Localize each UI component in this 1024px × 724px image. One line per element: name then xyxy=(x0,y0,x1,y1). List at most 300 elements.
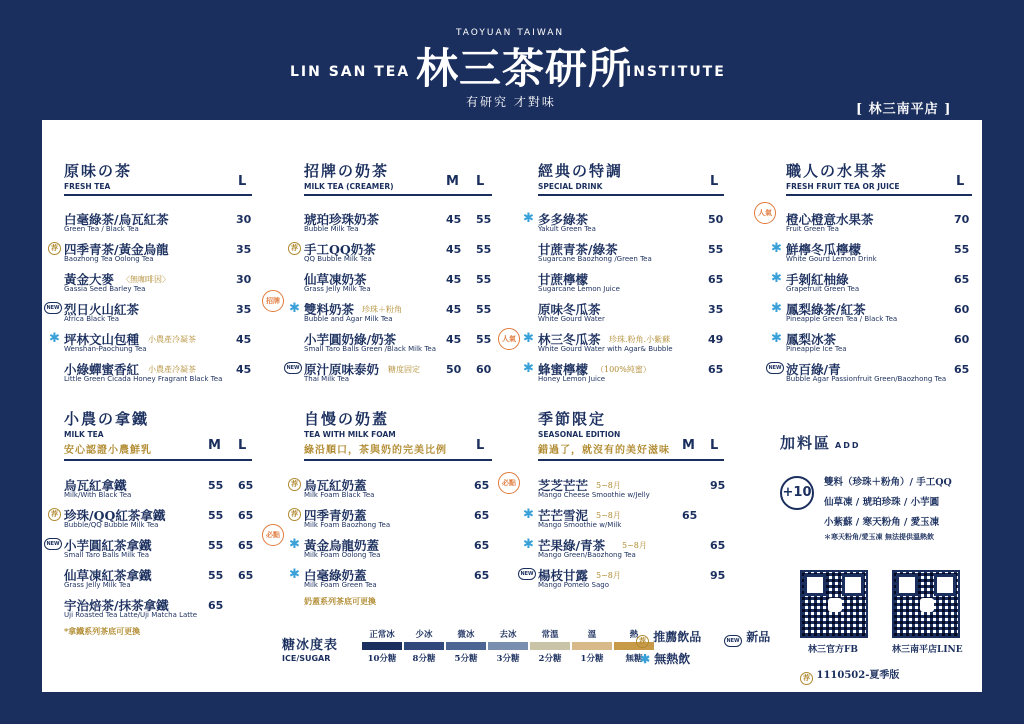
ice-sugar-chart xyxy=(282,628,662,676)
section-divider xyxy=(538,459,724,461)
snowflake-icon: ✱ xyxy=(289,537,300,552)
ice-level-label: 正常冰 xyxy=(369,630,395,640)
addon-note: ＊寒天粉角/愛玉凍 無法提供溫熱飲 xyxy=(824,532,934,541)
section-fresh xyxy=(64,160,252,196)
item-price: 45 xyxy=(446,333,462,346)
recommend-icon: 荐 xyxy=(48,508,61,521)
section-divider xyxy=(64,194,252,196)
item-name: 黃金烏龍奶蓋 xyxy=(304,538,380,553)
menu-item xyxy=(523,502,724,532)
item-price: 55 xyxy=(208,479,224,492)
snowflake-icon: ✱ xyxy=(771,331,782,346)
item-name-en: Pineapple Green Tea / Black Tea xyxy=(786,315,898,323)
section-divider xyxy=(786,194,972,196)
item-price: 65 xyxy=(238,479,254,492)
item-name-en: Sugarcane Lemon Juice xyxy=(538,285,620,293)
menu-item xyxy=(538,236,724,266)
item-name: 白毫綠奶蓋 xyxy=(304,568,367,583)
item-name-en: Honey Lemon Juice xyxy=(538,375,606,383)
recommend-icon: 荐 xyxy=(636,635,649,648)
snowflake-icon: ✱ xyxy=(523,537,534,552)
item-price: 45 xyxy=(446,243,462,256)
section-divider xyxy=(304,459,492,461)
snowflake-icon: ✱ xyxy=(771,301,782,316)
item-price: 50 xyxy=(708,213,724,226)
item-name: 原味冬瓜茶 xyxy=(538,302,601,317)
legend-rec-label: 推薦飲品 xyxy=(653,630,702,644)
menu-item xyxy=(289,296,492,326)
section-special xyxy=(538,160,724,196)
item-name-en: Gassia Seed Barley Tea xyxy=(64,285,146,293)
item-price: 35 xyxy=(236,303,252,316)
level-bar xyxy=(446,642,486,650)
item-price: 60 xyxy=(476,363,492,376)
section-note: 綠沿順口，茶與奶的完美比例 xyxy=(304,445,447,456)
item-price: 55 xyxy=(208,509,224,522)
section-fruit xyxy=(786,160,972,196)
branch-name: [ 林三南平店 ] xyxy=(856,102,952,117)
sugar-level-label: 無糖 xyxy=(625,654,643,664)
ice-level-label: 微冰 xyxy=(457,630,475,640)
level-bar xyxy=(404,642,444,650)
menu-item xyxy=(64,472,252,502)
item-name: 坪林文山包種 xyxy=(64,332,140,347)
section-subtitle: MILK TEA (CREAMER) xyxy=(304,182,394,191)
menu-item xyxy=(538,472,724,502)
item-price: 65 xyxy=(474,539,490,552)
item-name: 仙草凍紅茶拿鐵 xyxy=(64,568,152,583)
item-name-en: Little Green Cicada Honey Fragrant Black Tea xyxy=(64,375,223,383)
addon-line-2: 仙草凍 / 琥珀珍珠 / 小芋圓 xyxy=(824,497,940,508)
item-tag: 糖度固定 xyxy=(388,365,420,374)
item-name: 甘蔗青茶/綠茶 xyxy=(538,242,618,257)
ice-sugar-level xyxy=(446,628,486,664)
snowflake-icon: ✱ xyxy=(523,361,534,376)
item-name: 白毫綠茶/烏瓦紅茶 xyxy=(64,212,169,227)
addon-price: +10 xyxy=(780,476,814,510)
menu-item xyxy=(289,562,492,592)
item-price: 50 xyxy=(446,363,462,376)
item-price: 55 xyxy=(708,243,724,256)
item-name: 小芋圓紅茶拿鐵 xyxy=(64,538,152,553)
ice-sugar-level xyxy=(572,628,612,664)
item-name-en: Milk/With Black Tea xyxy=(64,491,132,499)
item-name: 宇治焙茶/抹茶拿鐵 xyxy=(64,598,169,613)
item-name: 仙草凍奶茶 xyxy=(304,272,367,287)
item-price: 45 xyxy=(446,273,462,286)
line-qr-label: 林三南平店LINE xyxy=(892,645,963,655)
item-name: 四季青茶/黃金烏龍 xyxy=(64,242,169,257)
snowflake-icon: ✱ xyxy=(289,301,300,316)
column-header-l: L xyxy=(476,438,485,453)
menu-item xyxy=(771,236,972,266)
legend-cold xyxy=(640,650,690,667)
item-price: 65 xyxy=(954,363,970,376)
menu-item xyxy=(538,296,724,326)
item-name: 波百綠/青 xyxy=(786,362,841,377)
section-subtitle: MILK TEA xyxy=(64,430,104,439)
brand-left: LIN SAN TEA xyxy=(290,64,411,80)
item-name-en: White Gourd Water xyxy=(538,315,605,323)
item-name-en: Wenshan-Paochung Tea xyxy=(64,345,147,353)
column-header-l: L xyxy=(238,174,247,189)
item-price: 70 xyxy=(954,213,970,226)
item-name: 芝芝芒芒 xyxy=(538,478,589,493)
section-title: 季節限定 xyxy=(538,410,607,428)
item-list xyxy=(289,472,492,607)
item-name: 蜂蜜檸檬 xyxy=(538,362,589,377)
header-arc-text: TAOYUAN TAIWAN xyxy=(456,28,565,38)
line-qr-code[interactable] xyxy=(892,570,960,638)
column-header-l: L xyxy=(238,438,247,453)
item-name-en: Grass Jelly Milk Tea xyxy=(304,285,371,293)
section-title: 經典の特調 xyxy=(538,162,624,180)
item-tag: 珍珠＋粉角 xyxy=(362,305,402,314)
item-name-en: White Gourd Lemon Drink xyxy=(786,255,877,263)
item-tag: 珍珠.粉角.小紫蘇 xyxy=(609,335,671,344)
menu-item xyxy=(64,356,252,386)
ice-sugar-level xyxy=(362,628,402,664)
item-list xyxy=(523,206,724,386)
item-price: 45 xyxy=(446,303,462,316)
item-tag: 5~8月 xyxy=(596,571,621,580)
item-name: 芒果綠/青茶 xyxy=(538,538,606,553)
item-price: 65 xyxy=(474,569,490,582)
menu-item xyxy=(304,326,492,356)
sugar-level-label: 3分糖 xyxy=(496,654,520,664)
item-price: 65 xyxy=(238,509,254,522)
menu-item xyxy=(771,326,972,356)
item-name: 手剝紅柚綠 xyxy=(786,272,849,287)
item-name: 珍珠/QQ紅茶拿鐵 xyxy=(64,508,166,523)
item-price: 60 xyxy=(954,303,970,316)
menu-item xyxy=(291,502,492,532)
item-name-en: Pineapple Ice Tea xyxy=(786,345,847,353)
snowflake-icon: ✱ xyxy=(771,241,782,256)
item-price: 65 xyxy=(208,599,224,612)
recommend-icon: 荐 xyxy=(48,242,61,255)
menu-item xyxy=(64,266,252,296)
item-tag: 5~8月 xyxy=(596,481,621,490)
item-name-en: Milk Foam Black Tea xyxy=(304,491,375,499)
recommend-icon: 荐 xyxy=(288,508,301,521)
item-name: 小綠蟬蜜香紅 xyxy=(64,362,140,377)
item-list xyxy=(286,206,492,386)
level-bar xyxy=(362,642,402,650)
item-price: 45 xyxy=(236,363,252,376)
item-price: 55 xyxy=(476,273,492,286)
snowflake-icon: ✱ xyxy=(289,567,300,582)
item-price: 30 xyxy=(236,273,252,286)
addon-title: 加料區 ADD xyxy=(780,434,861,452)
item-name-en: White Gourd Water with Agar& Bubble xyxy=(538,345,673,353)
legend-rec xyxy=(636,628,701,646)
section-note: 錯過了，就沒有的美好滋味 xyxy=(538,445,670,456)
snowflake-icon: ✱ xyxy=(523,507,534,522)
item-name: 鮮檸冬瓜檸檬 xyxy=(786,242,862,257)
item-name: 四季青奶蓋 xyxy=(304,508,367,523)
ice-level-label: 熱 xyxy=(629,630,639,640)
section-season xyxy=(538,408,724,461)
ice-level-label: 少冰 xyxy=(415,630,433,640)
section-divider xyxy=(304,194,492,196)
menu-item xyxy=(538,266,724,296)
item-name-en: Grass Jelly Milk Tea xyxy=(64,581,131,589)
ice-sugar-level xyxy=(530,628,570,664)
item-name-en: Milk Foam Green Tea xyxy=(304,581,377,589)
item-price: 55 xyxy=(476,243,492,256)
item-price: 55 xyxy=(208,569,224,582)
brand-logo: 林三茶研所 xyxy=(416,44,632,93)
sugar-level-label: 5分糖 xyxy=(454,654,478,664)
item-price: 65 xyxy=(682,509,698,522)
section-subtitle: TEA WITH MILK FOAM xyxy=(304,430,396,439)
column-header-l: L xyxy=(476,174,485,189)
badge-ribbon: 必點 xyxy=(498,472,520,494)
legend-new-label: 新品 xyxy=(746,630,771,644)
column-header-m: M xyxy=(208,438,221,453)
legend-cold-label: 無熱飲 xyxy=(654,652,691,666)
menu-item xyxy=(523,206,724,236)
sugar-title: 糖冰度表 xyxy=(282,638,339,653)
item-price: 65 xyxy=(954,273,970,286)
facebook-qr-label: 林三官方FB xyxy=(808,645,858,655)
level-bar xyxy=(572,642,612,650)
section-note: 安心認證小農鮮乳 xyxy=(64,445,152,456)
column-header-l: L xyxy=(956,174,965,189)
ice-sugar-level xyxy=(404,628,444,664)
item-price: 65 xyxy=(474,509,490,522)
menu-item xyxy=(291,236,492,266)
section-latte xyxy=(64,408,252,461)
menu-item xyxy=(51,502,254,532)
item-name-en: Mango Green/Baozhong Tea xyxy=(538,551,636,559)
item-price: 65 xyxy=(238,539,254,552)
menu-item xyxy=(49,326,252,356)
item-price: 95 xyxy=(710,569,726,582)
section-title: 職人の水果茶 xyxy=(786,162,889,180)
header xyxy=(0,0,1024,118)
item-price: 35 xyxy=(236,243,252,256)
sugar-level-label: 10分糖 xyxy=(367,654,397,664)
item-price: 65 xyxy=(710,539,726,552)
snowflake-icon: ✱ xyxy=(640,652,651,666)
item-tag: （100%純蜜） xyxy=(596,365,651,374)
section-title: 小農の拿鐵 xyxy=(64,410,150,428)
badge-ribbon: 人氣 xyxy=(498,328,520,350)
ice-level-label: 去冰 xyxy=(499,630,517,640)
item-name-en: Thai Milk Tea xyxy=(304,375,350,383)
column-header-l: L xyxy=(710,174,719,189)
item-name-en: Bubble Milk Tea xyxy=(304,225,359,233)
new-icon: NEW xyxy=(44,538,62,550)
item-name: 黃金大麥 xyxy=(64,272,115,287)
slogan: 有研究 才對味 xyxy=(466,95,556,109)
item-price: 55 xyxy=(476,213,492,226)
badge-ribbon: 招牌 xyxy=(262,290,284,312)
facebook-qr-code[interactable] xyxy=(800,570,868,638)
item-price: 30 xyxy=(236,213,252,226)
section-title: 原味の茶 xyxy=(64,162,133,180)
item-name: 鳳梨冰茶 xyxy=(786,332,837,347)
section-subtitle: SEASONAL EDITION xyxy=(538,430,621,439)
item-price: 45 xyxy=(446,213,462,226)
item-name-en: Bubble and Agar Milk Tea xyxy=(304,315,393,323)
section-title: 招牌の奶茶 xyxy=(304,162,390,180)
item-price: 60 xyxy=(954,333,970,346)
item-name: 琥珀珍珠奶茶 xyxy=(304,212,380,227)
menu-item xyxy=(46,532,254,562)
recommend-icon: 荐 xyxy=(800,672,813,685)
menu-card xyxy=(42,120,982,692)
section-foam xyxy=(304,408,492,461)
ice-level-label: 溫 xyxy=(587,630,597,640)
item-name-en: Baozhong Tea Oolong Tea xyxy=(64,255,154,263)
item-name: 小芋圓奶綠/奶茶 xyxy=(304,332,397,347)
item-name: 多多綠茶 xyxy=(538,212,589,227)
new-icon: NEW xyxy=(724,635,742,647)
level-bar xyxy=(488,642,528,650)
item-name-en: Mango Smoothie w/Milk xyxy=(538,521,622,529)
section-title: 自慢の奶蓋 xyxy=(304,410,390,428)
item-name-en: Green Tea / Black Tea xyxy=(64,225,139,233)
menu-item xyxy=(523,356,724,386)
menu-item xyxy=(289,532,492,562)
menu-item xyxy=(520,562,726,592)
menu-item xyxy=(768,356,972,386)
item-name-en: Small Taro Balls Milk Tea xyxy=(64,551,150,559)
section-milk xyxy=(304,160,492,196)
item-name: 林三冬瓜茶 xyxy=(538,332,601,347)
item-name: 楊枝甘露 xyxy=(538,568,589,583)
menu-item xyxy=(771,296,972,326)
recommend-icon: 荐 xyxy=(288,478,301,491)
version-label: 荐 1110502-夏季版 xyxy=(800,666,899,683)
brand-right: INSTITUTE xyxy=(626,64,726,80)
item-price: 45 xyxy=(236,333,252,346)
new-icon: NEW xyxy=(518,568,536,580)
sugar-subtitle: ICE/SUGAR xyxy=(282,654,331,663)
new-icon: NEW xyxy=(284,362,302,374)
badge-ribbon: 人氣 xyxy=(754,202,776,224)
column-header-l: L xyxy=(710,438,719,453)
item-tag: 〈無咖啡因〉 xyxy=(122,275,170,284)
item-name-en: Uji Roasted Tea Latte/Uji Matcha Latte xyxy=(64,611,198,619)
section-divider xyxy=(538,194,724,196)
item-name-en: Fruit Green Tea xyxy=(786,225,839,233)
item-name-en: Yakult Green Tea xyxy=(538,225,596,233)
section-subtitle: FRESH TEA xyxy=(64,182,111,191)
item-name-en: Small Taro Balls Green /Black Milk Tea xyxy=(304,345,436,353)
section-divider xyxy=(64,459,252,461)
column-header-m: M xyxy=(682,438,695,453)
sugar-level-label: 8分糖 xyxy=(412,654,436,664)
badge-ribbon: 必點 xyxy=(262,524,284,546)
sugar-level-label: 1分糖 xyxy=(580,654,604,664)
item-name-en: Milk Foam Oolong Tea xyxy=(304,551,381,559)
menu-item xyxy=(304,266,492,296)
item-name: 烈日火山紅茶 xyxy=(64,302,140,317)
item-price: 35 xyxy=(708,303,724,316)
menu-item xyxy=(786,206,972,236)
item-name: 鳳梨綠茶/紅茶 xyxy=(786,302,866,317)
item-name-en: Sugarcane Baozhong /Green Tea xyxy=(538,255,652,263)
item-list xyxy=(768,206,972,386)
menu-item xyxy=(64,562,252,592)
item-tag: 5~8月 xyxy=(622,541,647,550)
item-price: 55 xyxy=(954,243,970,256)
menu-item xyxy=(291,472,492,502)
section-subtitle: SPECIAL DRINK xyxy=(538,182,603,191)
item-name: 雙料奶茶 xyxy=(304,302,355,317)
item-price: 65 xyxy=(708,273,724,286)
item-price: 95 xyxy=(710,479,726,492)
item-price: 65 xyxy=(708,363,724,376)
new-icon: NEW xyxy=(44,302,62,314)
item-price: 55 xyxy=(476,333,492,346)
section-subtitle: FRESH FRUIT TEA OR JUICE xyxy=(786,182,900,191)
menu-item xyxy=(51,236,252,266)
section-footnote: *拿鐵系列茶底可更換 xyxy=(64,626,141,636)
addon-section xyxy=(780,432,976,541)
legend-new xyxy=(724,628,770,646)
item-name: 手工QQ奶茶 xyxy=(304,242,376,257)
item-name-en: Africa Black Tea xyxy=(64,315,120,323)
snowflake-icon: ✱ xyxy=(523,331,534,346)
item-name-en: Mango Cheese Smoothie w/Jelly xyxy=(538,491,650,499)
ice-sugar-level xyxy=(488,628,528,664)
item-name: 橙心橙意水果茶 xyxy=(786,212,874,227)
item-price: 55 xyxy=(208,539,224,552)
menu-item xyxy=(523,532,726,562)
menu-item xyxy=(286,356,492,386)
item-list xyxy=(46,472,254,637)
item-tag: 5~8月 xyxy=(596,511,621,520)
column-header-m: M xyxy=(446,174,459,189)
addon-line-3: 小紫蘇 / 寒天粉角 / 愛玉凍 xyxy=(824,517,940,528)
item-tag: 小農產冷凝茶 xyxy=(148,365,196,374)
menu-item xyxy=(771,266,972,296)
menu-item xyxy=(64,206,252,236)
item-name: 烏瓦紅拿鐵 xyxy=(64,478,127,493)
item-name-en: Bubble/QQ Bubble Milk Tea xyxy=(64,521,159,529)
item-name-en: Grapefruit Green Tea xyxy=(786,285,860,293)
sugar-level-label: 2分糖 xyxy=(538,654,562,664)
item-list xyxy=(520,472,726,592)
item-price: 49 xyxy=(708,333,724,346)
item-name: 芒芒雪泥 xyxy=(538,508,589,523)
recommend-icon: 荐 xyxy=(288,242,301,255)
item-name-en: QQ Bubble Milk Tea xyxy=(304,255,372,263)
addon-line-1: 雙料（珍珠＋粉角）/ 手工QQ xyxy=(824,477,952,488)
menu-item xyxy=(523,326,724,356)
item-name: 原汁原味泰奶 xyxy=(304,362,380,377)
section-footnote: 奶蓋系列茶底可更換 xyxy=(304,596,376,606)
item-price: 55 xyxy=(476,303,492,316)
menu-item xyxy=(64,592,252,622)
item-price: 65 xyxy=(474,479,490,492)
level-bar xyxy=(530,642,570,650)
item-price: 65 xyxy=(238,569,254,582)
snowflake-icon: ✱ xyxy=(771,271,782,286)
item-name-en: Milk Foam Baozhong Tea xyxy=(304,521,391,529)
new-icon: NEW xyxy=(766,362,784,374)
menu-item xyxy=(304,206,492,236)
item-list xyxy=(46,206,252,386)
ice-level-label: 常溫 xyxy=(541,630,559,640)
item-name: 烏瓦紅奶蓋 xyxy=(304,478,367,493)
item-tag: 小農產冷凝茶 xyxy=(148,335,196,344)
